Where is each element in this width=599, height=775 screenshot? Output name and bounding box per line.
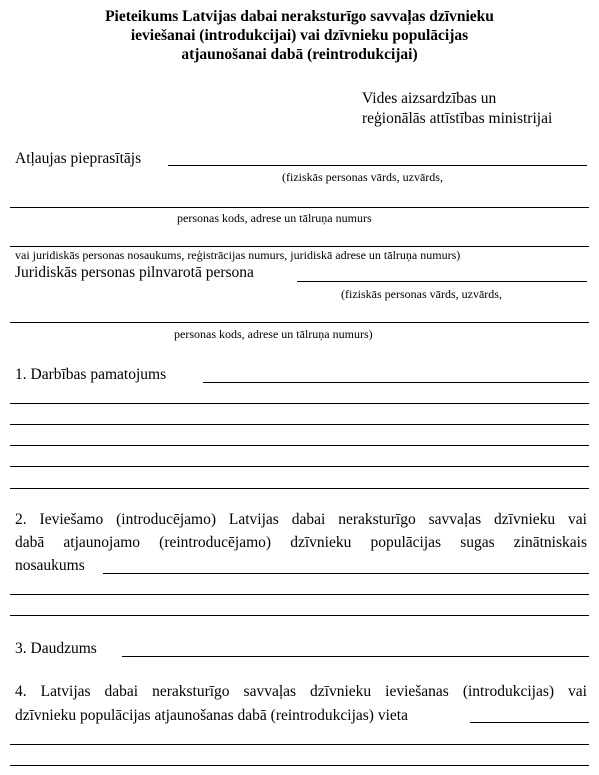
section-2-text-line-1: 2. Ieviešamo (introducējamo) Latvijas dabai neraksturīgo savvaļas dzīvnieku vai: [15, 511, 587, 528]
form-title-line-1: Pieteikums Latvijas dabai neraksturīgo savvaļas dzīvnieku: [105, 8, 494, 25]
applicant-hint-name: (fiziskās personas vārds, uzvārds,: [282, 170, 443, 184]
representative-hint-name: (fiziskās personas vārds, uzvārds,: [341, 287, 502, 301]
section-1-line[interactable]: [10, 424, 589, 425]
section-2-line[interactable]: [10, 594, 589, 595]
section-4-line[interactable]: [470, 722, 589, 723]
form-title-line-3: atjaunošanai dabā (reintrodukcijai): [181, 46, 418, 63]
applicant-name-line[interactable]: [168, 165, 587, 166]
section-2-text-line-2: dabā atjaunojamo (reintroducējamo) dzīvnieku populācijas sugas zinātniskais: [15, 534, 587, 551]
section-1-label: 1. Darbības pamatojums: [15, 366, 167, 383]
applicant-label: Atļaujas pieprasītājs: [15, 150, 142, 167]
representative-label: Juridiskās personas pilnvarotā persona: [15, 264, 254, 281]
section-4-text-line-2: dzīvnieku populācijas atjaunošanas dabā (reintrodukcijas) vieta: [15, 707, 408, 724]
section-3-label: 3. Daudzums: [15, 640, 97, 657]
section-1-line[interactable]: [10, 488, 589, 489]
addressee-line-1: Vides aizsardzības un: [362, 90, 497, 107]
section-1-line[interactable]: [10, 445, 589, 446]
section-4-line[interactable]: [10, 744, 589, 745]
section-3-line[interactable]: [122, 656, 589, 657]
section-4-text-line-1: 4. Latvijas dabai neraksturīgo savvaļas dzīvnieku ieviešanas (introdukcijas) vai: [15, 683, 587, 700]
form-title-line-2: ieviešanai (introdukcijai) vai dzīvnieku populācijas: [130, 27, 469, 44]
applicant-hint-legal: vai juridiskās personas nosaukums, reģistrācijas numurs, juridiskā adrese un tālruņa numurs): [15, 248, 461, 262]
section-1-line[interactable]: [10, 403, 589, 404]
section-2-text-line-3: nosaukums: [15, 557, 85, 574]
applicant-legal-line[interactable]: [10, 246, 589, 247]
representative-hint-code: personas kods, adrese un tālruņa numurs): [174, 327, 373, 341]
applicant-hint-code: personas kods, adrese un tālruņa numurs: [177, 211, 372, 225]
section-1-line[interactable]: [203, 382, 589, 383]
section-2-line[interactable]: [103, 573, 589, 574]
section-1-line[interactable]: [10, 466, 589, 467]
section-4-line[interactable]: [10, 765, 589, 766]
representative-details-line[interactable]: [10, 322, 589, 323]
representative-name-line[interactable]: [297, 281, 587, 282]
applicant-details-line[interactable]: [10, 207, 589, 208]
section-2-line[interactable]: [10, 615, 589, 616]
addressee-line-2: reģionālās attīstības ministrijai: [362, 110, 553, 127]
